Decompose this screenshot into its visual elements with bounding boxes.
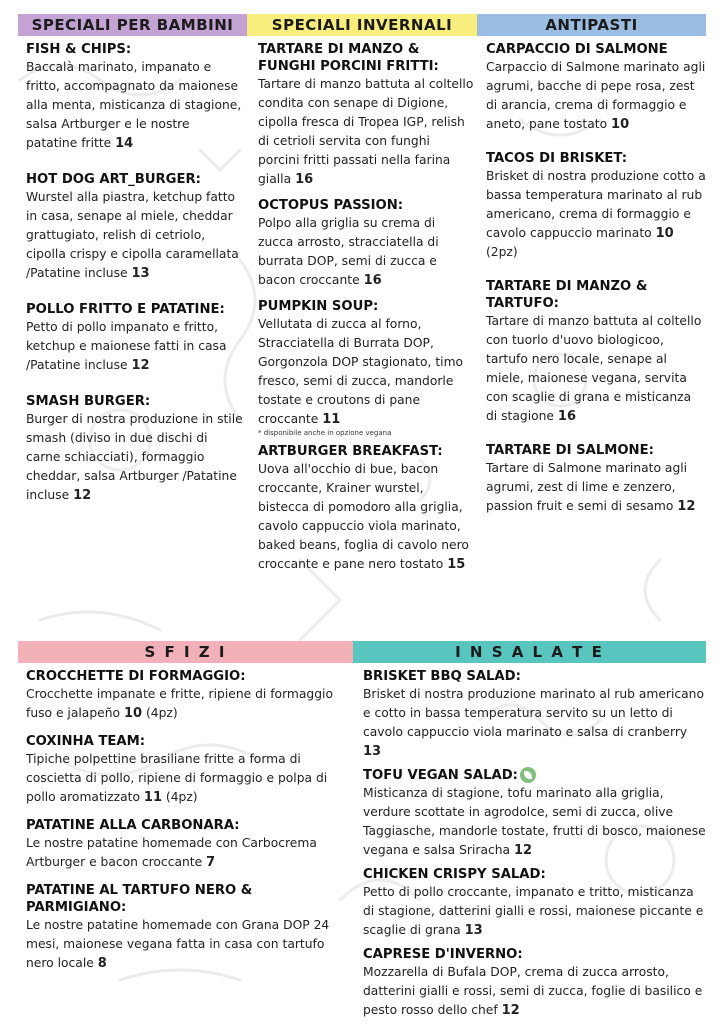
menu-item-price: 14 (115, 136, 134, 151)
section-header-antipasti-label: ANTIPASTI (545, 16, 638, 34)
section-header-insalate-label: I N S A L A T E (455, 643, 604, 661)
menu-item-desc: Carpaccio di Salmone marinato agli agrumi, bacche di pepe rosa, zest di arancia, crema di formaggio e aneto, pane tostato 10 (486, 60, 706, 132)
menu-item-title: POLLO FRITTO E PATATINE: (26, 302, 225, 317)
menu-item-desc: Petto di pollo impanato e fritto, ketchup e maionese fatti in casa /Patatine incluse 12 (26, 320, 227, 373)
menu-item-desc: Misticanza di stagione, tofu marinato alla griglia, verdure scottate in agrodolce, semi di zucca, olive Taggiasche, mandorle tostate, frutti di bosco, maionese vegana e salsa Sriracha 12 (363, 786, 706, 858)
menu-item (26, 171, 244, 283)
menu-item-price: 11 (322, 412, 341, 427)
menu-item-desc: Brisket di nostra produzione cotto a bassa temperatura marinato al rub americano, crema di formaggio e cavolo cappuccio marinato 10 (2pz) (486, 169, 706, 259)
menu-item-title: CARPACCIO DI SALMONE (486, 42, 668, 57)
menu-item-price: 16 (295, 172, 314, 187)
section-header-insalate (353, 641, 706, 663)
menu-item-title: FISH & CHIPS: (26, 42, 132, 57)
menu-item-title: PATATINE ALLA CARBONARA: (26, 818, 240, 833)
menu-item-desc: Mozzarella di Bufala DOP, crema di zucca arrosto, datterini gialli e rossi, semi di zucca, foglie di basilico e pesto rosso dello chef 12 (363, 965, 703, 1018)
menu-item (363, 767, 706, 860)
menu-item (258, 298, 474, 437)
menu-item-desc: Vellutata di zucca al forno, Stracciatella di Burrata DOP, Gorgonzola DOP stagionato, timo fresco, semi di zucca, mandorle tostate e croutons di pane croccante 11 (258, 317, 464, 427)
menu-item (486, 150, 706, 262)
menu-item (258, 443, 474, 574)
menu-item-title: PUMPKIN SOUP: (258, 299, 379, 314)
menu-item (26, 733, 344, 807)
menu-item-title: COXINHA TEAM: (26, 734, 145, 749)
menu-item-title: TACOS DI BRISKET: (486, 151, 627, 166)
menu-item (486, 278, 706, 426)
menu-item-title: HOT DOG ART_BURGER: (26, 172, 201, 187)
menu-item-price: 13 (363, 744, 382, 759)
menu-item-desc: Tartare di Salmone marinato agli agrumi, zest di lime e zenzero, passion fruit e semi di sesamo 12 (486, 461, 696, 514)
menu-item (486, 442, 706, 516)
menu-item-desc: Le nostre patatine homemade con Grana DOP 24 mesi, maionese vegana fatta in casa con tartufo nero locale 8 (26, 918, 330, 971)
menu-item-price: 12 (677, 499, 696, 514)
menu-item (258, 41, 474, 189)
menu-item-desc: Wurstel alla piastra, ketchup fatto in casa, senape al miele, cheddar grattugiato, relish di cetriolo, cipolla crispy e cipolla caramellata /Patatine incluse 13 (26, 190, 239, 281)
menu-item-price: 16 (557, 409, 577, 424)
menu-item-price: 8 (97, 956, 107, 971)
menu-item-desc: Baccalà marinato, impanato e fritto, accompagnato da maionese alla menta, misticanza di stagione, salsa Artburger e le nostre patatine fritte 14 (26, 60, 242, 151)
menu-item-qty: (2pz) (486, 245, 518, 259)
menu-item-price: 10 (611, 117, 630, 132)
menu-item-desc: Tartare di manzo battuta al coltello con tuorlo d'uovo biologicoo, tartufo nero locale, senape al miele, maionese vegana, servita con scaglie di grana e misticanza di stagione 16 (486, 314, 702, 424)
menu-item-desc: Uova all'occhio di bue, bacon croccante, Krainer wurstel, bistecca di pomodoro alla griglia, cavolo cappuccio viola marinato, baked beans, foglia di cavolo nero croccante e pane nero tostato 15 (258, 462, 469, 572)
menu-item-desc: Le nostre patatine homemade con Carbocrema Artburger e bacon croccante 7 (26, 836, 317, 870)
menu-item (258, 197, 474, 290)
menu-item-title: CHICKEN CRISPY SALAD: (363, 867, 546, 882)
section-header-sfizi (18, 641, 353, 663)
menu-item-desc: Tipiche polpettine brasiliane fritte a forma di coscietta di pollo, ripiene di formaggio e polpa di pollo aromatizzato 11 (4pz) (26, 752, 328, 805)
menu-item-qty: (4pz) (165, 790, 198, 804)
column-insalate (363, 668, 706, 1020)
menu-item (26, 817, 344, 872)
menu-item (26, 41, 244, 153)
menu-item-title: PATATINE AL TARTUFO NERO & PARMIGIANO: (26, 883, 253, 915)
menu-item-price: 12 (514, 843, 533, 858)
menu-item (363, 866, 706, 940)
menu-item-price: 12 (73, 488, 92, 503)
menu-item-price: 13 (131, 266, 150, 281)
menu-item-desc: Polpo alla griglia su crema di zucca arrosto, stracciatella di burrata DOP, semi di zucca e bacon croccante 16 (258, 216, 439, 288)
vegan-leaf-icon (520, 767, 536, 783)
menu-item-desc: Burger di nostra produzione in stile smash (diviso in due dischi di carne schiacciati), formaggio cheddar, salsa Artburger /Patatine incluse 12 (26, 412, 243, 503)
menu-item-title: ARTBURGER BREAKFAST: (258, 444, 443, 459)
menu-item (26, 301, 244, 375)
menu-item-title: OCTOPUS PASSION: (258, 198, 404, 213)
section-header-bambini (18, 14, 247, 36)
menu-item-title: TOFU VEGAN SALAD: (363, 767, 706, 784)
section-header-bambini-label: SPECIALI PER BAMBINI (31, 16, 234, 34)
section-header-invernali-label: SPECIALI INVERNALI (271, 16, 453, 34)
menu-item-title: CAPRESE D'INVERNO: (363, 947, 523, 962)
menu-item (486, 41, 706, 134)
menu-item-desc: Brisket di nostra produzione marinato al rub americano e cotto in bassa temperatura servito su un letto di cavolo cappuccio viola marinato e salsa di cranberry 13 (363, 687, 705, 759)
column-invernali (258, 41, 474, 588)
menu-item-price: 7 (206, 855, 216, 870)
menu-item-desc: Tartare di manzo battuta al coltello condita con senape di Digione, cipolla fresca di Tropea IGP, relish di cetrioli servita con funghi porcini fritti passati nella farina gialla 16 (258, 77, 474, 187)
menu-item-price: 11 (143, 790, 162, 805)
menu-item-price: 10 (123, 706, 143, 721)
column-antipasti (486, 41, 706, 530)
menu-item-price: 16 (363, 273, 382, 288)
menu-item-note: * disponibile anche in opzione vegana (258, 429, 392, 437)
menu-item (363, 946, 706, 1020)
section-header-sfizi-label: S F I Z I (144, 643, 227, 661)
menu-item (26, 882, 344, 973)
menu-item-title: CROCCHETTE DI FORMAGGIO: (26, 669, 246, 684)
menu-item-desc: Petto di pollo croccante, impanato e tritto, misticanza di stagione, datterini gialli e rossi, maionese piccante e scaglie di grana 13 (363, 885, 704, 938)
menu-item (363, 668, 706, 761)
menu-item-price: 12 (501, 1003, 520, 1018)
menu-item-title: SMASH BURGER: (26, 394, 151, 409)
section-header-antipasti (477, 14, 706, 36)
menu-item-qty: (4pz) (145, 706, 178, 720)
menu-item-title: TARTARE DI MANZO & TARTUFO: (486, 279, 648, 311)
menu-item (26, 393, 244, 505)
menu-item-price: 10 (655, 226, 674, 241)
section-header-invernali (247, 14, 477, 36)
menu-item-title: TARTARE DI MANZO & FUNGHI PORCINI FRITTI: (258, 42, 439, 74)
menu-item-desc: Crocchette impanate e fritte, ripiene di formaggio fuso e jalapeño 10 (4pz) (26, 687, 333, 721)
menu-item-price: 13 (464, 923, 483, 938)
menu-item-price: 15 (447, 557, 466, 572)
menu-item (26, 668, 344, 723)
menu-item-title: TARTARE DI SALMONE: (486, 443, 654, 458)
menu-item-title: BRISKET BBQ SALAD: (363, 669, 521, 684)
menu-item-price: 12 (131, 358, 150, 373)
column-bambini (26, 41, 244, 519)
column-sfizi (26, 668, 344, 987)
